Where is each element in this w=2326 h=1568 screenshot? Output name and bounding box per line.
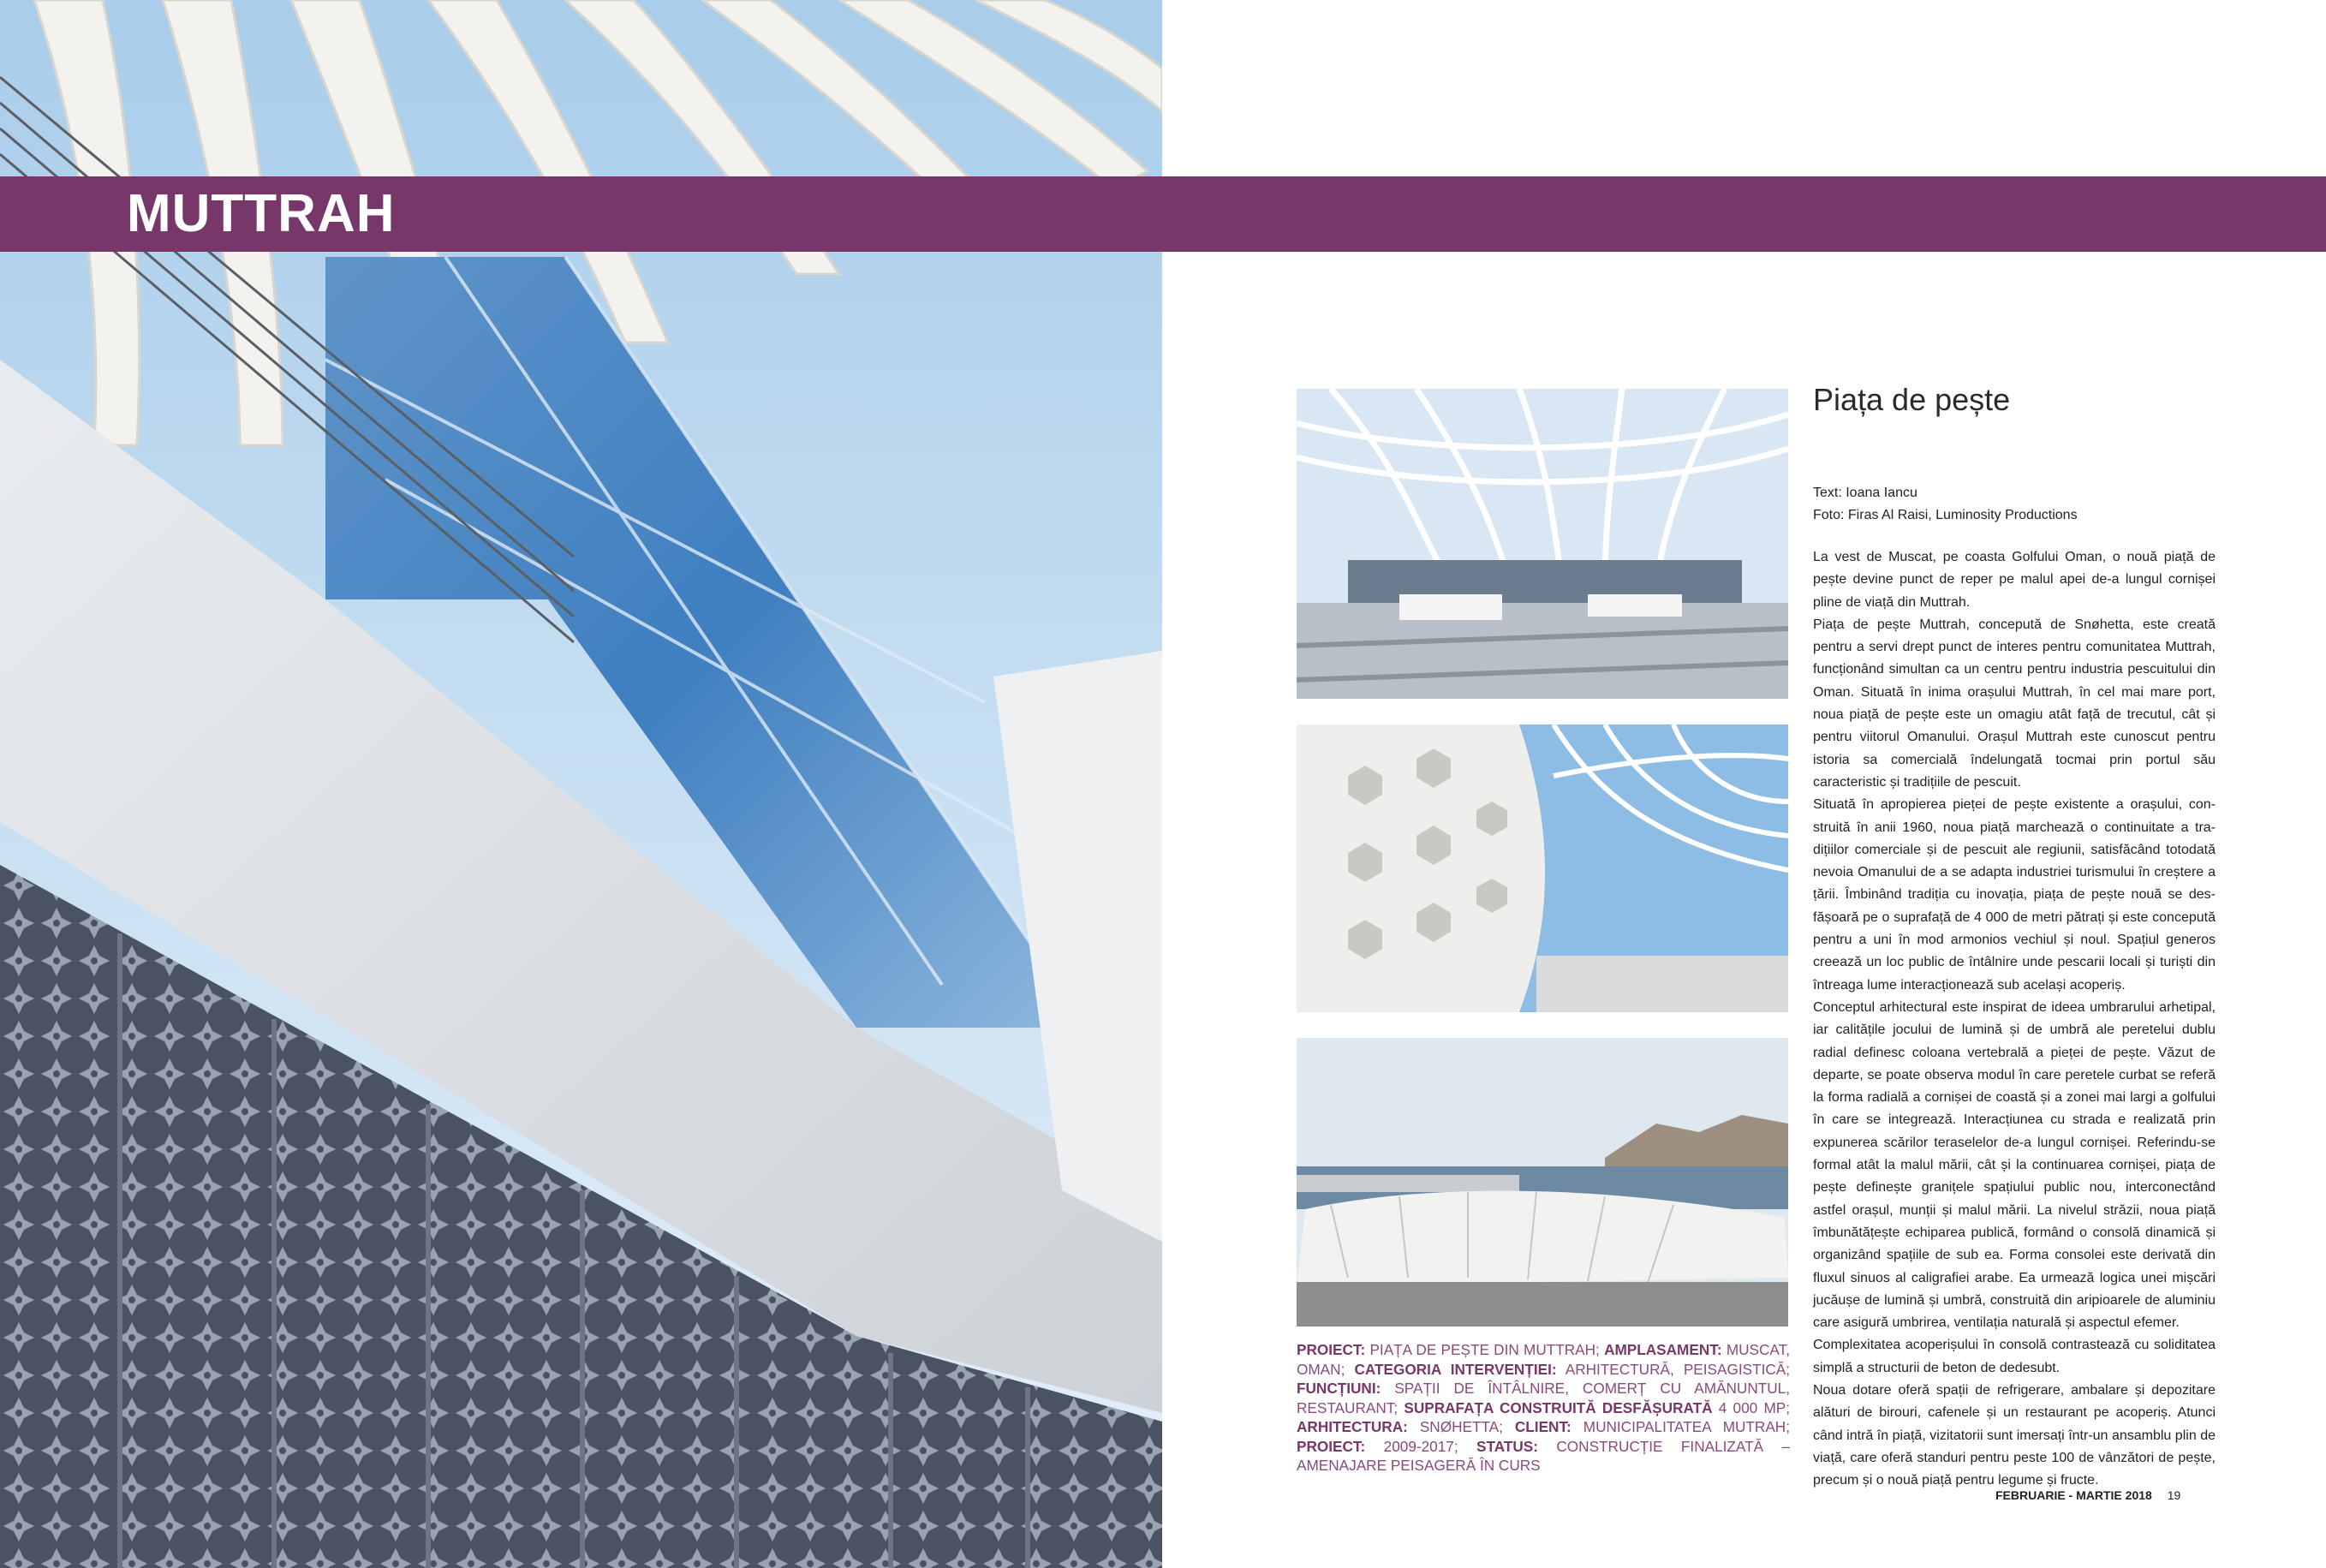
photo-perforated-wall [1297, 724, 1788, 1012]
credit-key: FUNCȚIUNI: [1297, 1380, 1381, 1397]
credit-key: PROIECT: [1297, 1341, 1366, 1358]
article-paragraph: La vest de Muscat, pe coasta Golfului Oman, o nouă piață de pește devine punct de reper pe malul apei de-a lungul cornișei pline de viață din Muttrah. [1813, 550, 2216, 610]
credit-value: 4 000 MP; [1718, 1398, 1791, 1416]
page-footer [1995, 1488, 2180, 1502]
credit-key: SUPRAFAȚA CONSTRUITĂ DESFĂȘURATĂ [1404, 1398, 1713, 1416]
page-number: 19 [2167, 1488, 2181, 1502]
credit-value: ARHITECTURĂ, PEISAGISTICĂ; [1565, 1360, 1790, 1378]
project-credits [1297, 1340, 1790, 1476]
byline-text-author: Text: Ioana Iancu [1813, 486, 1917, 500]
credit-key: AMPLASAMENT: [1604, 1341, 1722, 1358]
byline [1813, 482, 2078, 527]
section-title: MUTTRAH [127, 184, 396, 243]
article-body [1813, 546, 2216, 1492]
credit-key: PROIECT: [1297, 1437, 1366, 1455]
article-paragraph: Noua dotare oferă spații de refrigerare, ambalare și depozitare alături de birouri, cafenele și un restaurant pe acoperiș. Atunci când intră în piață, vizitatorii sunt imersați într-un ansamblu plin de viață, care oferă standuri pentru peste 100 de vânzători de pește, precum și o nouă piață pentru legume și fructe. [1813, 1382, 2216, 1488]
credit-value: MUNICIPALITATEA MUTRAH; [1583, 1418, 1790, 1435]
credit-value: PIAȚA DE PEȘTE DIN MUTTRAH; [1369, 1341, 1600, 1358]
article-title: Piața de pește [1813, 382, 2011, 417]
photo-aerial-corniche [1297, 1038, 1788, 1327]
credit-key: STATUS: [1476, 1437, 1538, 1455]
credit-value: MUSCAT, OMAN; [1297, 1341, 1790, 1378]
article-paragraph: Complexitatea acoperișului în consolă contrastează cu soliditatea simplă a structurii de beton de dedesubt. [1813, 1338, 2216, 1375]
credit-key: CLIENT: [1514, 1418, 1572, 1435]
credit-value: CONSTRUCȚIE FINALIZATĂ – AMENAJARE PEISAGERĂ ÎN CURS [1297, 1437, 1791, 1474]
photo-canopy-interior [1297, 389, 1788, 699]
credit-key: ARHITECTURA: [1297, 1418, 1408, 1435]
byline-photo-author: Foto: Firas Al Raisi, Luminosity Productions [1813, 508, 2078, 522]
credit-value: 2009-2017; [1383, 1437, 1458, 1455]
issue-date: FEBRUARIE - MARTIE 2018 [1995, 1488, 2152, 1502]
article-paragraph: Situată în apropierea pieței de pește existente a orașului, construită în anii 1960, noua piață marchează o continuitate a tradițiilor comerciale și de pescuit ale regiunii, satisfăcând totodată nevoia Omanului de a se adapta industriei turismului în creștere a țării. Îmbinând tradiția cu inovația, piața de pește nouă se desfășoară pe o suprafață de 4 000 de metri pătrați și este concepută pentru a uni în mod armonios vechiul și noul. Spațiul generos creează un loc public de întâlnire unde pescarii locali și turiști din întreaga lume interacționează sub același acoperiș. [1813, 797, 2216, 993]
credit-key: CATEGORIA INTERVENȚIEI: [1354, 1360, 1557, 1378]
credit-value: SPAȚII DE ÎNTÂLNIRE, COMERȚ CU AMĂNUNTUL, RESTAURANT; [1297, 1380, 1790, 1416]
article-paragraph: Conceptul arhitectural este inspirat de ideea umbrarului arhetipal, iar calitățile jocului de lumină și de umbră ale peretelui dublu radial definesc coloana vertebrală a pieței de pește. Văzut de departe, se poate observa modul în care peretele curbat se referă la forma radială a cornișei de coastă și a zonei mai largi a golfului în care se integrează. Interacțiunea cu strada e realizată prin expunerea scărilor teraselelor de-a lungul cornișei. Referindu-se formal atât la malul mării, cât și la continuarea cornișei, piața de pește definește granițele spațiului public nou, interconectând astfel orașul, munții și malul mării. La nivelul străzii, noua piață îmbunătățește echiparea publică, formând o consolă dinamică și organizând spațiile de sub ea. Forma consolei este derivată din fluxul sinuos al caligrafiei arabe. Ea urmează logica unei mișcări jucăușe de lumină și umbră, construită din aripioarele de aluminiu care asigură umbrirea, ventilația naturală și aspectul efemer. [1813, 999, 2216, 1331]
article-paragraph: Piața de pește Muttrah, concepută de Snøhetta, este creată pentru a servi drept punct de interes pentru comunitatea Muttrah, funcționând simultan ca un centru pentru industria pescuitului din Oman. Situată în inima orașului Muttrah, în cel mai mare port, noua piață de pește este un omagiu atât față de trecutul, cât și pentru viitorul Omanului. Orașul Muttrah este cunoscut pentru istoria sa comercială îndelungată tocmai prin portul său caracteristic și tradițiile de pescuit. [1813, 617, 2216, 790]
credit-value: SNØHETTA; [1419, 1418, 1503, 1435]
